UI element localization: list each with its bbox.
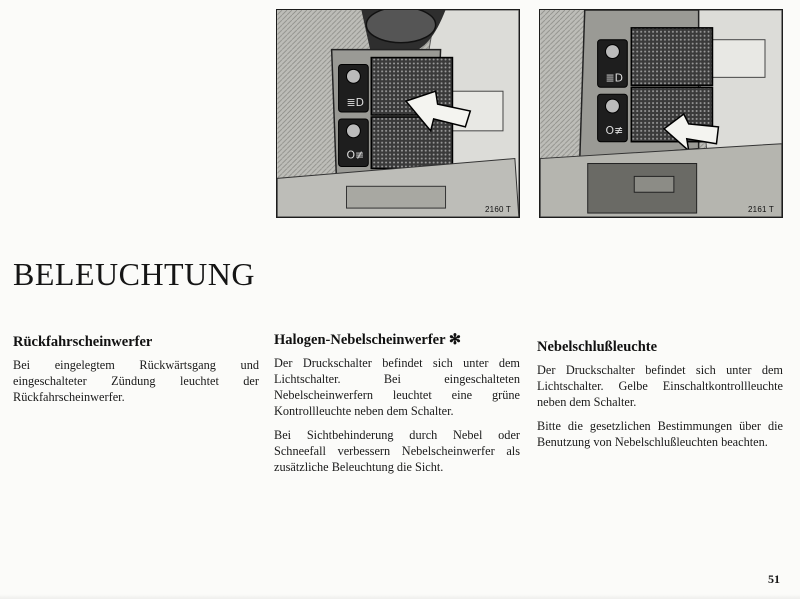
svg-text:O≢: O≢ xyxy=(346,148,365,162)
section-heading: Halogen-Nebelscheinwerfer ✻ xyxy=(274,332,462,348)
section-rear-fog-light xyxy=(537,339,783,458)
section-paragraph: Bei eingelegtem Rückwärtsgang und eingeschalteter Zündung leuchtet der Rückfahrscheinwerfer. xyxy=(13,358,259,404)
figure-code: 2160 T xyxy=(485,205,511,214)
section-heading: Nebelschlußleuchte xyxy=(537,339,658,355)
section-paragraph: Bei Sichtbehinderung durch Nebel oder Schneefall verbessern Nebelscheinwerfer als zusätzliche Beleuchtung die Sicht. xyxy=(274,428,520,474)
svg-text:≣D: ≣D xyxy=(605,71,624,85)
section-paragraph: Der Druckschalter befindet sich unter dem Lichtschalter. Gelbe Einschaltkontrollleuchte neben dem Schalter. xyxy=(537,363,783,409)
section-paragraph: Der Druckschalter befindet sich unter dem Lichtschalter. Bei eingeschalteten Nebelscheinwerfern leuchtet eine grüne Kontrollleuchte neben dem Schalter. xyxy=(274,356,520,418)
figure-fog-light-switch xyxy=(276,9,520,218)
section-reverse-light xyxy=(13,334,259,413)
section-fog-lights xyxy=(274,332,520,483)
figure-rear-fog-light-switch xyxy=(539,9,783,218)
page-title: BELEUCHTUNG xyxy=(13,256,255,292)
section-paragraph: Bitte die gesetzlichen Bestimmungen über die Benutzung von Nebelschlußleuchten beachten. xyxy=(537,419,783,449)
dashboard-illustration xyxy=(277,10,519,217)
svg-text:O≢: O≢ xyxy=(605,123,624,137)
page-number: 51 xyxy=(768,572,780,586)
svg-text:≣D: ≣D xyxy=(346,96,364,110)
section-heading: Rückfahrscheinwerfer xyxy=(13,334,153,350)
figure-code: 2161 T xyxy=(748,205,774,214)
dashboard-illustration xyxy=(540,10,782,217)
scan-edge-shadow xyxy=(0,594,800,599)
